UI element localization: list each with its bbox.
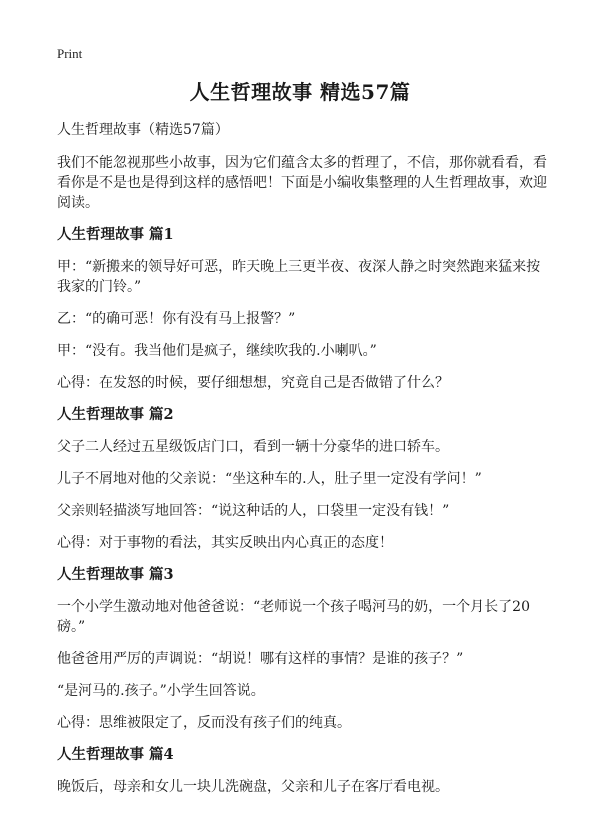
story-paragraph: 甲：“没有。我当他们是疯子，继续吹我的.小喇叭。”: [57, 343, 377, 359]
story-paragraph: 心得：在发怒的时候，要仔细想想，究竟自己是否做错了什么？: [57, 375, 449, 391]
article-body: [57, 120, 550, 809]
section-heading: 人生哲理故事 篇2: [57, 406, 174, 423]
story-paragraph: 他爸爸用严厉的声调说：“胡说！哪有这样的事情？是谁的孩子？”: [57, 651, 464, 667]
section-heading: 人生哲理故事 篇3: [57, 566, 174, 583]
section-heading: 人生哲理故事 篇4: [57, 746, 174, 763]
article-subtitle: 人生哲理故事（精选57篇）: [57, 122, 229, 138]
story-paragraph: 晚饭后，母亲和女儿一块儿洗碗盘，父亲和儿子在客厅看电视。: [57, 779, 449, 795]
story-paragraph: 甲：“新搬来的领导好可恶，昨天晚上三更半夜、夜深人静之时突然跑来猛来按我家的门铃。”: [57, 259, 541, 295]
story-paragraph: 一个小学生激动地对他爸爸说：“老师说一个孩子喝河马的奶，一个月长了20磅。”: [57, 599, 530, 635]
story-paragraph: 父亲则轻描淡写地回答：“说这种话的人，口袋里一定没有钱！”: [57, 503, 450, 519]
story-section-2: [57, 405, 550, 553]
story-paragraph: 儿子不屑地对他的父亲说：“坐这种车的.人，肚子里一定没有学问！”: [57, 471, 482, 487]
story-section-4: [57, 745, 550, 797]
print-link[interactable]: Print: [57, 46, 83, 61]
page-title: 人生哲理故事 精选57篇: [189, 80, 411, 104]
story-section-1: [57, 225, 550, 393]
story-paragraph: “是河马的.孩子。”小学生回答说。: [57, 683, 265, 699]
story-paragraph: 乙：“的确可恶！你有没有马上报警？”: [57, 311, 296, 327]
intro-paragraph: 我们不能忽视那些小故事，因为它们蕴含太多的哲理了，不信，那你就看看，看看你是不是也是得到这样的感悟吧！下面是小编收集整理的人生哲理故事，欢迎阅读。: [57, 155, 547, 211]
story-paragraph: 心得：对于事物的看法，其实反映出内心真正的态度！: [57, 535, 393, 551]
section-heading: 人生哲理故事 篇1: [57, 226, 174, 243]
story-paragraph: 心得：思维被限定了，反而没有孩子们的纯真。: [57, 715, 351, 731]
story-section-3: [57, 565, 550, 733]
story-paragraph: 父子二人经过五星级饭店门口，看到一辆十分豪华的进口轿车。: [57, 439, 449, 455]
